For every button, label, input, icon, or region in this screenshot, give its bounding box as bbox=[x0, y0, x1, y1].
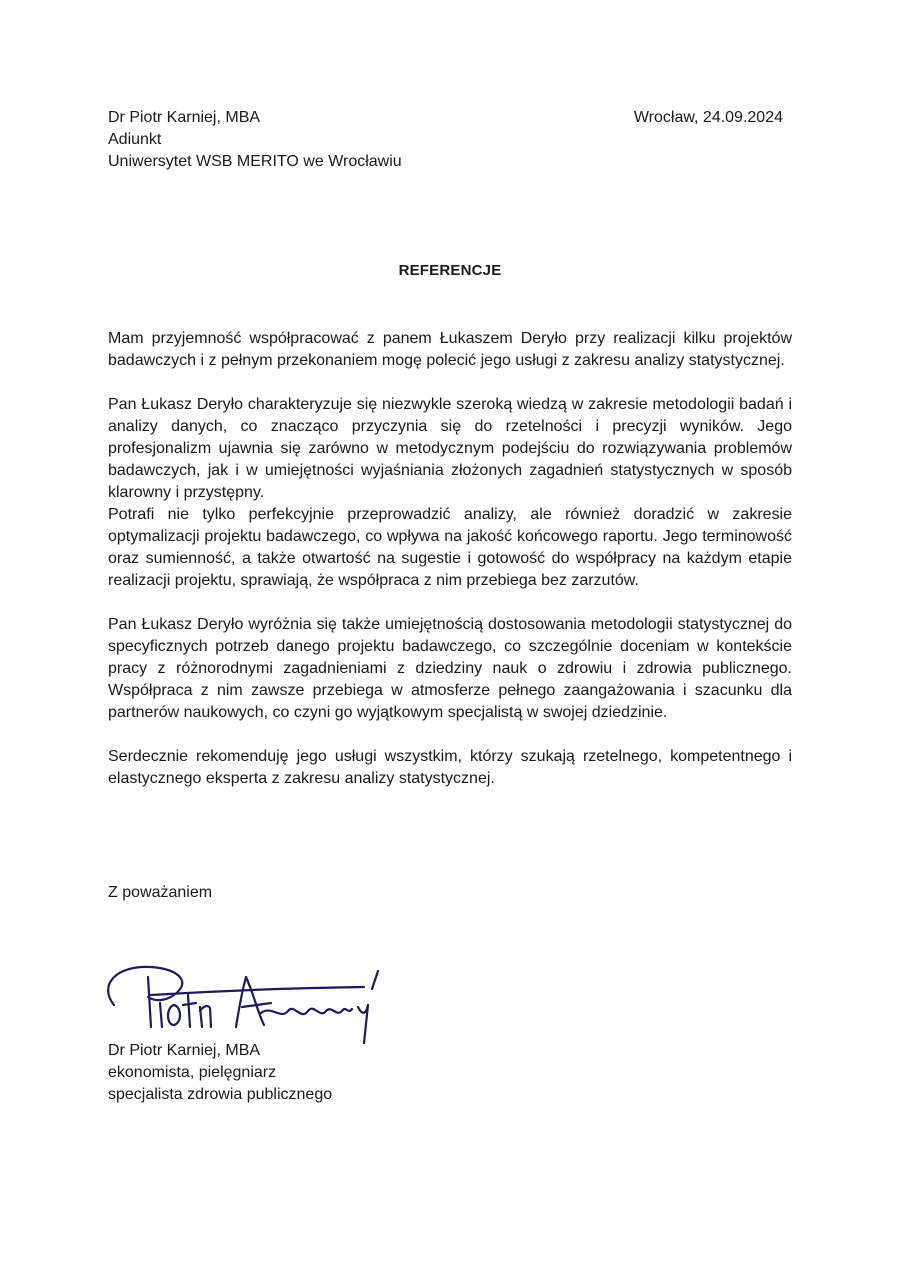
closing-phrase: Z poważaniem bbox=[108, 884, 213, 901]
paragraph-3: Potrafi nie tylko perfekcyjnie przeprowadzić analizy, ale również doradzić w zakresie optymalizacji projektu badawczego, co wpływa na jakość końcowego raportu. Jego terminowość oraz sumienność, a także otwartość na sugestie i gotowość do współpracy na każdym etapie realizacji projektu, sprawiają, że współpraca z nim przebiega bez zarzutów. bbox=[108, 506, 792, 589]
signer-profession: ekonomista, pielęgniarz bbox=[108, 1064, 277, 1081]
handwritten-signature bbox=[96, 955, 396, 1050]
paragraph-2: Pan Łukasz Deryło charakteryzuje się niezwykle szeroką wiedzą w zakresie metodologii badań i analizy danych, co znacząco przyczynia się do rzetelności i precyzji wyników. Jego profesjonalizm ujawnia się zarówno w metodycznym podejściu do rozwiązywania problemów badawczych, jak i w umiejętności wyjaśniania złożonych zagadnień statystycznych w sposób klarowny i przystępny. bbox=[108, 396, 792, 501]
signer-block bbox=[108, 1040, 332, 1106]
letter-body bbox=[108, 328, 792, 790]
place-date: Wrocław, 24.09.2024 bbox=[633, 109, 783, 126]
sender-name: Dr Piotr Karniej, MBA bbox=[108, 109, 261, 126]
document-title: REFERENCJE bbox=[398, 262, 502, 279]
sender-position: Adiunkt bbox=[108, 131, 162, 148]
paragraph-1: Mam przyjemność współpracować z panem Łukaszem Deryło przy realizacji kilku projektów badawczych i z pełnym przekonaniem mogę polecić jego usługi z zakresu analizy statystycznej. bbox=[108, 330, 792, 369]
sender-block bbox=[108, 107, 402, 173]
paragraph-4: Pan Łukasz Deryło wyróżnia się także umiejętnością dostosowania metodologii statystycznej do specyficznych potrzeb danego projektu badawczego, co szczególnie doceniam w kontekście pracy z różnorodnymi zagadnieniami z dziedziny nauk o zdrowiu i zdrowia publicznego. Współpraca z nim zawsze przebiega w atmosferze pełnego zaangażowania i szacunku dla partnerów naukowych, co czyni go wyjątkowym specjalistą w swojej dziedzinie. bbox=[108, 616, 792, 721]
paragraph-5: Serdecznie rekomenduję jego usługi wszystkim, którzy szukają rzetelnego, kompetentnego i elastycznego eksperta z zakresu analizy statystycznej. bbox=[108, 748, 792, 787]
signer-name: Dr Piotr Karniej, MBA bbox=[108, 1042, 261, 1059]
sender-institution: Uniwersytet WSB MERITO we Wrocławiu bbox=[108, 153, 402, 170]
signer-specialty: specjalista zdrowia publicznego bbox=[108, 1086, 333, 1103]
